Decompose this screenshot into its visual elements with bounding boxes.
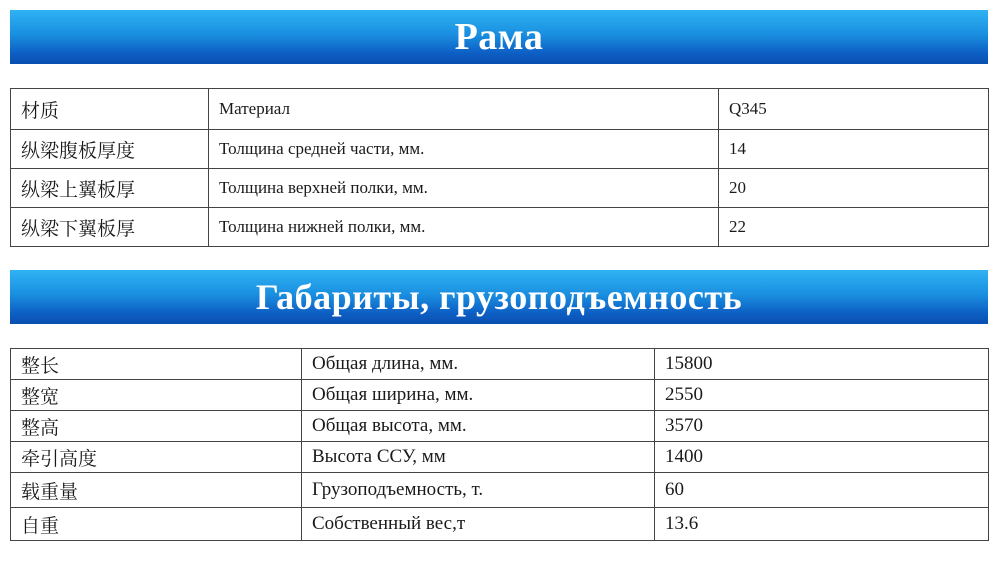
cell-value: 15800 [655,349,989,380]
cell-value: 60 [655,473,989,508]
section-title-dimensions [10,270,988,324]
table-row [11,508,989,541]
cell-ru-label: Общая ширина, мм. [302,380,655,411]
cell-ru-label: Толщина верхней полки, мм. [209,169,719,208]
table-row [11,380,989,411]
cell-cn-label: 自重 [11,508,302,541]
cell-ru-label: Общая длина, мм. [302,349,655,380]
table-row [11,89,989,130]
cell-value: 3570 [655,411,989,442]
table-row [11,349,989,380]
cell-value: 13.6 [655,508,989,541]
cell-cn-label: 整宽 [11,380,302,411]
cell-value: 20 [719,169,989,208]
table-row [11,169,989,208]
cell-ru-label: Толщина нижней полки, мм. [209,208,719,247]
cell-cn-label: 整长 [11,349,302,380]
table-row [11,411,989,442]
table-row [11,473,989,508]
section-title-frame-text: Рама [454,16,544,58]
cell-ru-label: Высота ССУ, мм [302,442,655,473]
cell-cn-label: 牵引高度 [11,442,302,473]
cell-cn-label: 纵梁下翼板厚 [11,208,209,247]
table-row [11,442,989,473]
cell-value: Q345 [719,89,989,130]
cell-cn-label: 载重量 [11,473,302,508]
section-title-frame [10,10,988,64]
cell-value: 2550 [655,380,989,411]
cell-ru-label: Грузоподъемность, т. [302,473,655,508]
table-row [11,208,989,247]
cell-value: 14 [719,130,989,169]
cell-value: 22 [719,208,989,247]
cell-ru-label: Общая высота, мм. [302,411,655,442]
cell-cn-label: 整高 [11,411,302,442]
cell-ru-label: Материал [209,89,719,130]
cell-value: 1400 [655,442,989,473]
cell-cn-label: 纵梁腹板厚度 [11,130,209,169]
cell-ru-label: Собственный вес,т [302,508,655,541]
frame-specs-table [10,88,989,247]
cell-ru-label: Толщина средней части, мм. [209,130,719,169]
section-title-dimensions-text: Габариты, грузоподъемность [255,277,743,317]
cell-cn-label: 纵梁上翼板厚 [11,169,209,208]
cell-cn-label: 材质 [11,89,209,130]
table-row [11,130,989,169]
dimensions-specs-table [10,348,989,541]
